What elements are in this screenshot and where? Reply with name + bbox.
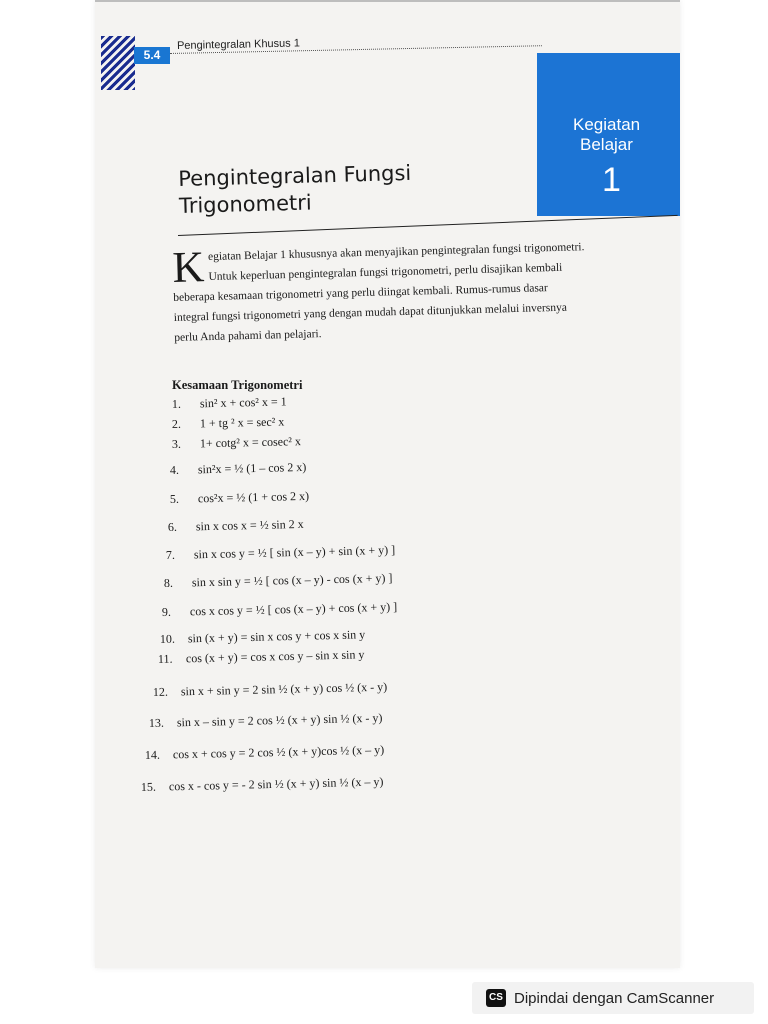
identity-row xyxy=(170,489,310,512)
identity-number: 7. xyxy=(165,547,176,562)
identity-number: 4. xyxy=(169,462,180,477)
identity-number: 1. xyxy=(171,396,182,411)
identity-number: 9. xyxy=(161,604,172,619)
intro-line: integral fungsi trigonometri yang dengan mudah dapat ditunjukkan melalui inversnya xyxy=(173,301,567,324)
section-title-line1: Pengintegralan Fungsi xyxy=(178,160,412,191)
identity-number: 11. xyxy=(157,651,173,666)
intro-line: perlu Anda pahami dan pelajari. xyxy=(174,328,322,344)
identity-row xyxy=(172,414,285,437)
section-number-badge: 5.4 xyxy=(134,47,170,64)
running-header-title: Pengintegralan Khusus 1 xyxy=(176,37,301,52)
identities-heading: Kesamaan Trigonometri xyxy=(172,378,303,392)
identity-number: 15. xyxy=(140,779,157,794)
identity-formula: 1+ cotg² x = cosec² x xyxy=(199,434,302,451)
identity-row xyxy=(172,394,287,417)
identity-formula: sin² x + cos² x = 1 xyxy=(199,394,287,411)
identity-formula: cos (x + y) = cos x cos y – sin x sin y xyxy=(185,647,365,666)
activity-label-line1: Kegiatan xyxy=(573,115,641,134)
identity-formula: cos x + cos y = 2 cos ½ (x + y)cos ½ (x – y) xyxy=(172,742,385,762)
identity-number: 8. xyxy=(163,575,174,590)
page-top-edge xyxy=(95,0,680,2)
identity-formula: sin (x + y) = sin x cos y + cos x sin y xyxy=(187,627,366,646)
camscanner-text: Dipindai dengan CamScanner xyxy=(514,989,715,1007)
section-title xyxy=(178,158,499,220)
section-title-line2: Trigonometri xyxy=(178,190,312,218)
identity-formula: cos x cos y = ½ [ cos (x – y) + cos (x + y) ] xyxy=(189,599,398,619)
intro-line: egiatan Belajar 1 khususnya akan menyajikan pengintegralan fungsi trigonometri. xyxy=(207,241,585,264)
intro-line: Untuk keperluan pengintegralan fungsi trigonometri, perlu disajikan kembali xyxy=(208,261,563,284)
identity-formula: sin x sin y = ½ [ cos (x – y) - cos (x + y) ] xyxy=(191,570,393,590)
identity-number: 3. xyxy=(171,436,182,451)
identity-formula: cos²x = ½ (1 + cos 2 x) xyxy=(197,488,310,506)
identity-formula: sin x – sin y = 2 cos ½ (x + y) sin ½ (x - y) xyxy=(176,710,383,730)
identity-formula: sin x cos x = ½ sin 2 x xyxy=(195,516,304,534)
activity-number: 1 xyxy=(602,161,621,199)
identity-number: 10. xyxy=(159,631,176,646)
identity-number: 12. xyxy=(152,684,169,699)
identity-number: 5. xyxy=(169,491,180,506)
identity-number: 2. xyxy=(171,416,182,431)
identity-row xyxy=(170,460,307,483)
identity-number: 14. xyxy=(144,747,161,762)
activity-label-line2: Belajar xyxy=(580,135,633,154)
intro-line: beberapa kesamaan trigonometri yang perlu diingat kembali. Rumus-rumus dasar xyxy=(173,282,548,304)
identity-formula: sin x cos y = ½ [ sin (x – y) + sin (x + y) ] xyxy=(193,542,396,562)
activity-block xyxy=(537,53,680,216)
header-stripe-decoration xyxy=(101,36,135,90)
intro-paragraph xyxy=(172,235,682,348)
camscanner-watermark xyxy=(472,982,754,1014)
drop-cap: K xyxy=(172,242,205,292)
identity-formula: 1 + tg ² x = sec² x xyxy=(199,414,285,431)
identity-formula: cos x - cos y = - 2 sin ½ (x + y) sin ½ (x – y) xyxy=(168,774,384,794)
camscanner-logo-icon: CS xyxy=(486,989,506,1007)
identity-formula: sin x + sin y = 2 sin ½ (x + y) cos ½ (x - y) xyxy=(180,679,388,699)
identity-row xyxy=(168,517,304,540)
identity-number: 13. xyxy=(148,715,165,730)
identity-number: 6. xyxy=(167,519,178,534)
identity-row xyxy=(172,434,301,457)
identity-formula: sin²x = ½ (1 – cos 2 x) xyxy=(197,459,307,477)
